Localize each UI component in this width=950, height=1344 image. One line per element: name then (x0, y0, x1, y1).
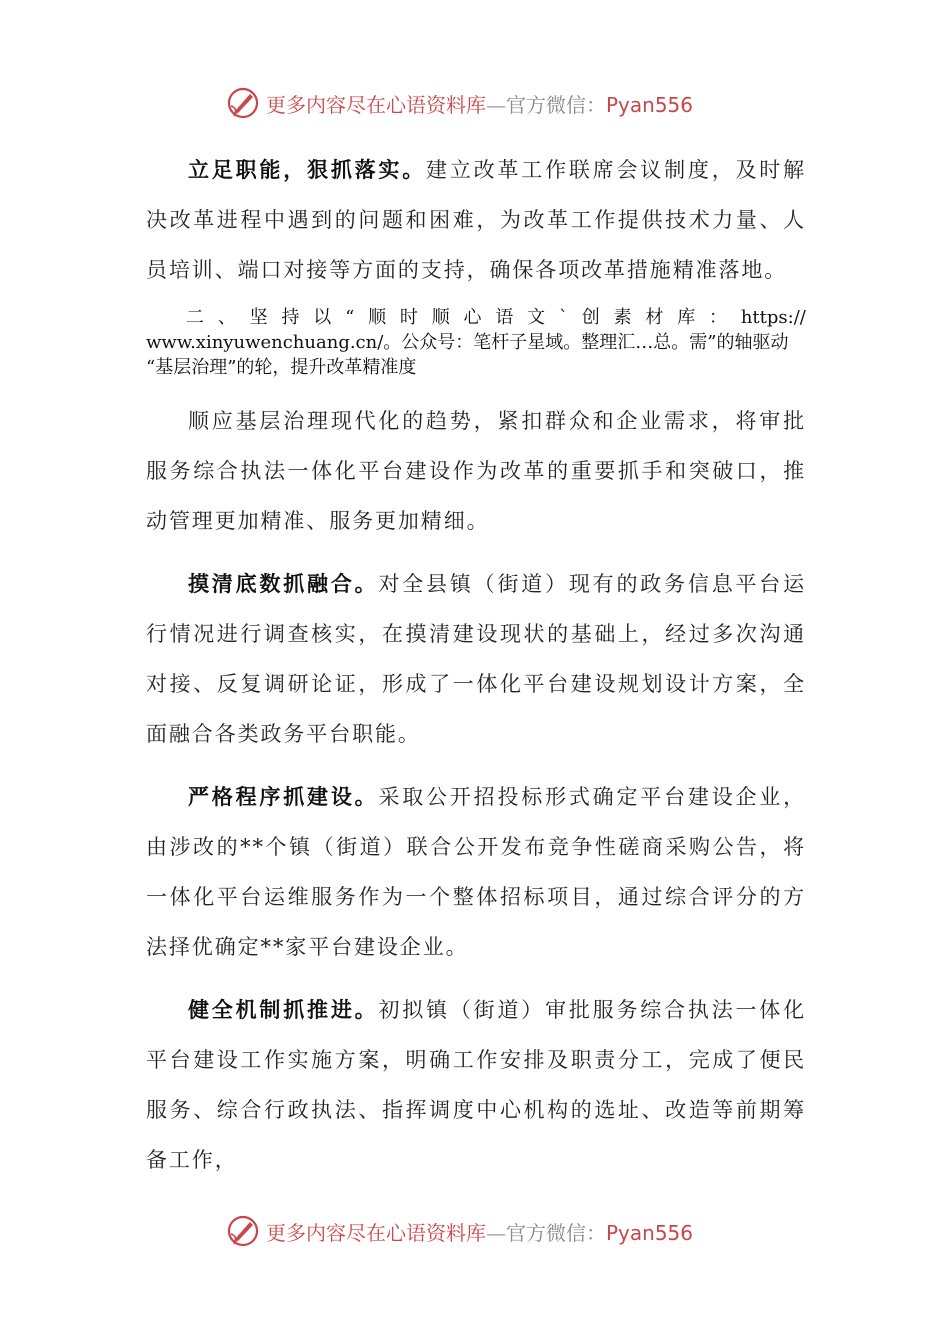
section-paragraph-3 (146, 985, 806, 1185)
section-paragraph-1 (146, 559, 806, 759)
section-2-lead: 严格程序抓建设。 (188, 784, 379, 809)
heading-url-start: https:// (740, 307, 806, 328)
banner-label: 官方微信： (506, 92, 606, 117)
document-body (146, 145, 806, 1185)
heading-row-3: “基层治理”的轮，提升改革精准度 (146, 357, 417, 378)
heading-char: 材 (645, 307, 664, 328)
section-paragraph-2 (146, 772, 806, 972)
heading-char: 持 (281, 307, 300, 328)
section-3-lead: 健全机制抓推进。 (188, 997, 379, 1022)
heading-char: 时 (399, 307, 418, 328)
heading-char: 坚 (249, 307, 268, 328)
heading-char: 顺 (431, 307, 450, 328)
pen-logo-icon (226, 1214, 260, 1248)
heading-char: 库 (677, 307, 696, 328)
heading-char: 心 (463, 307, 482, 328)
heading-char: 文 (527, 307, 546, 328)
heading-char: 二 (186, 307, 204, 328)
intro-paragraph: 顺应基层治理现代化的趋势，紧扣群众和企业需求，将审批服务综合执法一体化平台建设作为改革的重要抓手和突破口，推动管理更加精准、服务更加精细。 (146, 409, 806, 533)
banner-main-text: 更多内容尽在心语资料库 (266, 92, 486, 117)
section-1-body: 对全县镇（街道）现有的政务信息平台运行情况进行调查核实，在摸清建设现状的基础上，经过多次沟通对接、反复调研论证，形成了一体化平台建设规划设计方案，全面融合各类政务平台职能。 (146, 572, 806, 746)
banner-text (266, 89, 693, 118)
heading-char: 顺 (368, 307, 387, 328)
heading-char: 创 (581, 307, 600, 328)
heading-char: 、 (217, 307, 236, 328)
section-heading-2 (146, 305, 806, 380)
banner-handle: Pyan556 (606, 92, 694, 117)
section-3-body: 初拟镇（街道）审批服务综合执法一体化平台建设工作实施方案，明确工作安排及职责分工，完成了便民服务、综合行政执法、指挥调度中心机构的选址、改造等前期筹备工作， (146, 998, 806, 1172)
paragraph-1-body: 建立改革工作联席会议制度，及时解决改革进程中遇到的问题和困难，为改革工作提供技术力量、人员培训、端口对接等方面的支持，确保各项改革措施精准落地。 (146, 158, 807, 282)
paragraph-1-lead: 立足职能，狠抓落实。 (188, 157, 427, 182)
banner-main-text: 更多内容尽在心语资料库 (266, 1220, 486, 1245)
heading-char: 以 (313, 307, 332, 328)
heading-char: ： (709, 307, 728, 328)
banner-handle: Pyan556 (606, 1220, 694, 1245)
heading-char: 素 (613, 307, 632, 328)
section-2-body: 采取公开招投标形式确定平台建设企业，由涉改的**个镇（街道）联合公开发布竞争性磋商采购公告，将一体化平台运维服务作为一个整体招标项目，通过综合评分的方法择优确定**家平台建设企业。 (146, 785, 806, 959)
heading-char: 语 (495, 307, 514, 328)
banner-dash: — (486, 92, 506, 117)
banner-dash: — (486, 1220, 506, 1245)
heading-row-2: www.xinyuwenchuang.cn/。公众号：笔杆子星域。整理汇…总。需”的轴驱动 (146, 332, 789, 353)
paragraph-1 (146, 145, 806, 295)
footer-banner (226, 1211, 726, 1251)
heading-char: “ (345, 307, 355, 328)
pen-logo-icon (226, 86, 260, 120)
heading-row-1 (146, 305, 806, 330)
heading-char: ` (558, 307, 568, 328)
header-banner (226, 83, 726, 123)
section-1-lead: 摸清底数抓融合。 (188, 571, 379, 596)
banner-text (266, 1217, 693, 1246)
banner-label: 官方微信： (506, 1220, 606, 1245)
